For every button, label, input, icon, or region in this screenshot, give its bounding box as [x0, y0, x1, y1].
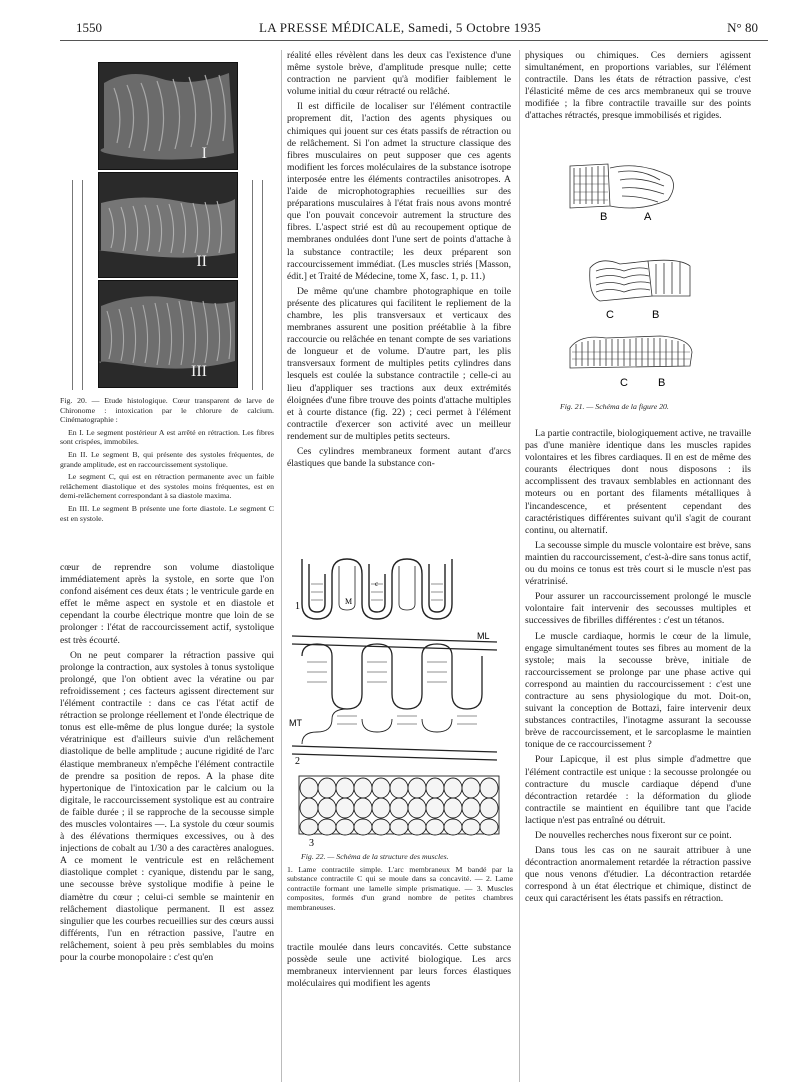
label-b3: B [658, 377, 666, 388]
column-2-top [287, 50, 511, 538]
schema-top [570, 164, 674, 208]
caption-note: En I. Le segment postérieur A est arrêté en rétraction. Les fibres sont crispées, immobiles. [60, 427, 274, 447]
figure-label-1: I [201, 145, 207, 162]
muscle-texture-3 [99, 281, 237, 387]
paragraph: Il est difficile de localiser sur l'élément contractile proprement dit, l'action des agents physiques ou chimiques qui jouent sur ces états passifs de rétraction ou de relâchement. Si l'on admet la structure classique des fibres musculaires on peut supposer que ces agents modifient les forces moléculaires de la substance isotrope interposée entre les éléments contractiles anisotropes. A l'aide de microphotographies recueillies sur des préparations musculaires à l'état frais nous avons montré que l'on pouvait concevoir autrement la structure des fibres. L'aspect strié est dû au recoupement optique de membranes ondulées dont l'une sert de points d'attache à la substance contractile; les deux préparent son raccourcissement immédiat. (Les muscles striés [Masson, édit.] et Traité de Médecine, tome X, fasc. 1, p. 11.) [287, 101, 511, 282]
schema-bottom [570, 336, 692, 368]
caption-note: Le segment C, qui est en rétraction permanente avec un faible relâchement diastolique et des systoles moins fréquentes, est en demi-relâchement correspondant à sa diastole maxima. [60, 472, 274, 501]
photo-panel-2 [98, 172, 238, 278]
column-2-bottom [287, 942, 511, 993]
label-ml: ML [477, 631, 490, 641]
paragraph: De même qu'une chambre photographique en toile présente des plicatures qui facilitent le repliement de la chambre, les plis transversaux et verticaux des membranes assurent une position préétablie à la fibre raccourcie ou relâchée en tenant compte de ses variations de longueur et de volume. D'autre part, les plis transversaux forment de multiples petits cylindres dans lesquels est coulée la substance contractile ; celle-ci au lieu d'appliquer ses tractions aux deux extrémités éloignées d'une fibre trouve des points d'attache multiples et à courte distance (fig. 22) ; ceci permet à l'élément contractile d'exercer son activité avec un meilleur rendement sur de multiples petits secteurs. [287, 285, 511, 442]
muscle-texture-2 [99, 173, 237, 277]
label-b: B [600, 211, 608, 223]
header-rule [60, 40, 768, 41]
paragraph: physiques ou chimiques. Ces derniers agissent simultanément, en proportions variables, sur l'élément contractile. Dans les états de rétraction passive, c'est l'élasticité même de ces arcs membraneux qui se trouve modifiée ; la fibre contractile travaille sur des points d'attaches rétractés, presque immobilisés et rigides. [525, 50, 751, 122]
label-c: c [375, 580, 379, 588]
label-2: 2 [295, 756, 300, 767]
paragraph: De nouvelles recherches nous fixeront sur ce point. [535, 830, 732, 841]
label-c2: C [620, 377, 628, 388]
figure-21-diagram [540, 156, 740, 388]
vertical-rule [82, 180, 83, 390]
figure-22-caption [287, 852, 513, 916]
figure-label-3: III [191, 363, 207, 380]
caption-legend: 1. Lame contractile simple. L'arc membraneux M bandé par la substance contractile C qui se moule dans sa concavité. — 2. Lame contractile formant une lamelle simple prismatique. — 3. Muscles composites, formés d'un grand nombre de petites chambres membraneuses. [287, 864, 513, 912]
caption-note: En II. Le segment B, qui présente des systoles fréquentes, de grande amplitude, est en raccourcissement systolique. [60, 449, 274, 469]
figure-21-caption [560, 402, 750, 415]
paragraph: Pour assurer un raccourcissement prolongé le muscle volontaire fait intervenir des secousses multiples et successives de fibrilles différentes : c'est un tétanos. [525, 591, 751, 627]
vertical-rule [72, 180, 73, 390]
diagram-1 [302, 559, 452, 619]
caption-text: Fig. 21. — Schéma de la figure 20. [560, 402, 669, 411]
paragraph: réalité elles révèlent dans les deux cas l'existence d'une même systole brève, d'amplitude presque nulle; cette contraction ne parvient qu'à modifier faiblement le volume initial du cœur rétracté ou relâché. [287, 50, 511, 98]
label-b2: B [652, 309, 660, 321]
muscle-texture-1 [99, 63, 237, 169]
figure-20-caption [60, 396, 274, 526]
label-mt: MT [289, 718, 302, 728]
caption-text: Fig. 22. — Schéma de la structure des muscles. [301, 852, 449, 861]
journal-name: LA PRESSE MÉDICALE, [259, 20, 405, 35]
label-m: M [345, 597, 353, 606]
photo-panel-1 [98, 62, 238, 170]
diagram-3 [299, 776, 499, 835]
figure-22-diagram [287, 544, 513, 852]
column-separator [519, 50, 520, 1082]
paragraph: Pour Lapicque, il est plus simple d'admettre que l'élément contractile est unique : la secousse prolongée ou contracture du muscle cardiaque dépend d'une décontraction retardée : la déformation du gliode contractile se maintient en équilibre tant que l'acide lactique n'est pas entraîné ou détruit. [525, 754, 751, 826]
paragraph: tractile moulée dans leurs concavités. Cette substance possède seule une activité biologique. Les arcs membraneux interviennent par leurs forces élastiques moléculaires qui modifient les agents [287, 942, 511, 990]
caption-note: En III. Le segment B présente une forte diastole. Le segment C est en systole. [60, 503, 274, 523]
column-1 [60, 562, 274, 1072]
paragraph: cœur de reprendre son volume diastolique immédiatement après la systole, en sorte que l'on confond aisément ces deux états ; le ventricule garde en effet le même aspect en systole et en diastole et cependant la courbe électrique montre que loin de se prolonger : l'état de raccourcissement actif, systolique est très écourté. [60, 562, 274, 646]
paragraph: Le muscle cardiaque, hormis le cœur de la limule, engage simultanément toutes ses fibres au moment de la systole; mais la secousse brève, initiale de raccourcissement se prolonge par une phase active qui correspond au maintien du raccourcissement : c'est une contracture au sens physiologique du mot. Doit-on, suivant la conception de Bottazi, faire intervenir deux substances contractiles, l'inotagme assurant la secousse brève de raccourcissement, et le sarcoplasme le maintien tonique de ce raccourcissement ? [525, 630, 751, 751]
page-number: 1550 [76, 20, 102, 35]
page-header [0, 20, 800, 42]
label-a: A [644, 211, 652, 223]
vertical-rule [262, 180, 263, 390]
label-3: 3 [309, 838, 314, 849]
caption-text: Fig. 20. — Etude histologique. Cœur transparent de larve de Chironome : intoxication par le chlorure de calcium. Cinématographie : [60, 396, 274, 425]
paragraph: Ces cylindres membraneux forment autant d'arcs élastiques que bande la substance con- [287, 446, 511, 470]
paragraph: La partie contractile, biologiquement active, ne travaille pas d'une manière identique dans les muscles rapides volontaires et les fibres cardiaques. Il en est de même des courants électriques dont nous disposons : ils accomplissent des travaux semblables en actionnant des moteurs ou en portant des filaments métalliques à l'incandescence, et présentent cependant des caractéristiques différentes suivant qu'il s'agit de courant continu, ou alternatif. [525, 428, 751, 536]
issue-number: N° 80 [727, 20, 758, 35]
vertical-rule [252, 180, 253, 390]
paragraph: La secousse simple du muscle volontaire est brève, sans maintien du raccourcissement, c'est-à-dire sans tonus actif, ou du moins ce tonus est très court si le muscle n'est pas vératrinisé. [525, 539, 751, 588]
paragraph: Dans tous les cas on ne saurait attribuer à une décontraction anormalement retardée la rétraction passive que nous venons d'étudier. La décontraction retardée correspond à un état électrique et chimique, distinct de ceux qui caractérisent les états passifs en rétraction. [525, 845, 751, 905]
diagram-2 [292, 636, 497, 760]
issue-date: Samedi, 5 Octobre 1935 [408, 20, 541, 35]
column-3 [525, 428, 751, 1078]
column-3-top [525, 50, 751, 126]
label-1: 1 [295, 601, 300, 612]
label-c: C [606, 309, 614, 321]
paragraph: On ne peut comparer la rétraction passive qui prolonge la contraction, aux systoles à tonus systolique prolongé, que l'on obtient avec la vératine ou par refroidissement ; ces facteurs agissent directement sur l'élément contractile : dans ce cas l'état actif de rétraction se prolonge réellement et l'onde électrique de tonus est elle-même de plus longue durée; la systole vératrinique est d'ailleurs suivie d'un relâchement diastolique de belle amplitude ; aucune rigidité de l'arc élastique membraneux n'empêche l'élément contractile de prendre sa position de repos. A la phase dite hypertonique de l'intoxication par le calcium ou la digitale, le raccourcissement systolique est au contraire de faible durée ; il se rapproche de la secousse simple des muscles volontaires —. La systole du cœur soumis à des élévations thermiques excessives, ou à des injections de cobalt au 1/30 a des caractères analogues. A ce moment le ventricule est en relâchement diastolique complet : cyanique, distendu par le sang, une secousse brève systolique modifie à peine le diamètre du cœur ; celui-ci semble se maintenir en relâchement diastolique permanent. Il est assez singulier que les courbes recueillies sur des cœurs aussi différents, l'un en rétraction passive, l'autre en relâchement, soient à peu près semblables du moins pour la courbe monopolaire : c'est qu'en [60, 649, 274, 963]
schema-middle [590, 260, 690, 301]
column-separator [281, 50, 282, 1082]
journal-title [0, 20, 800, 36]
figure-label-2: II [196, 253, 207, 270]
photo-panel-3 [98, 280, 238, 388]
